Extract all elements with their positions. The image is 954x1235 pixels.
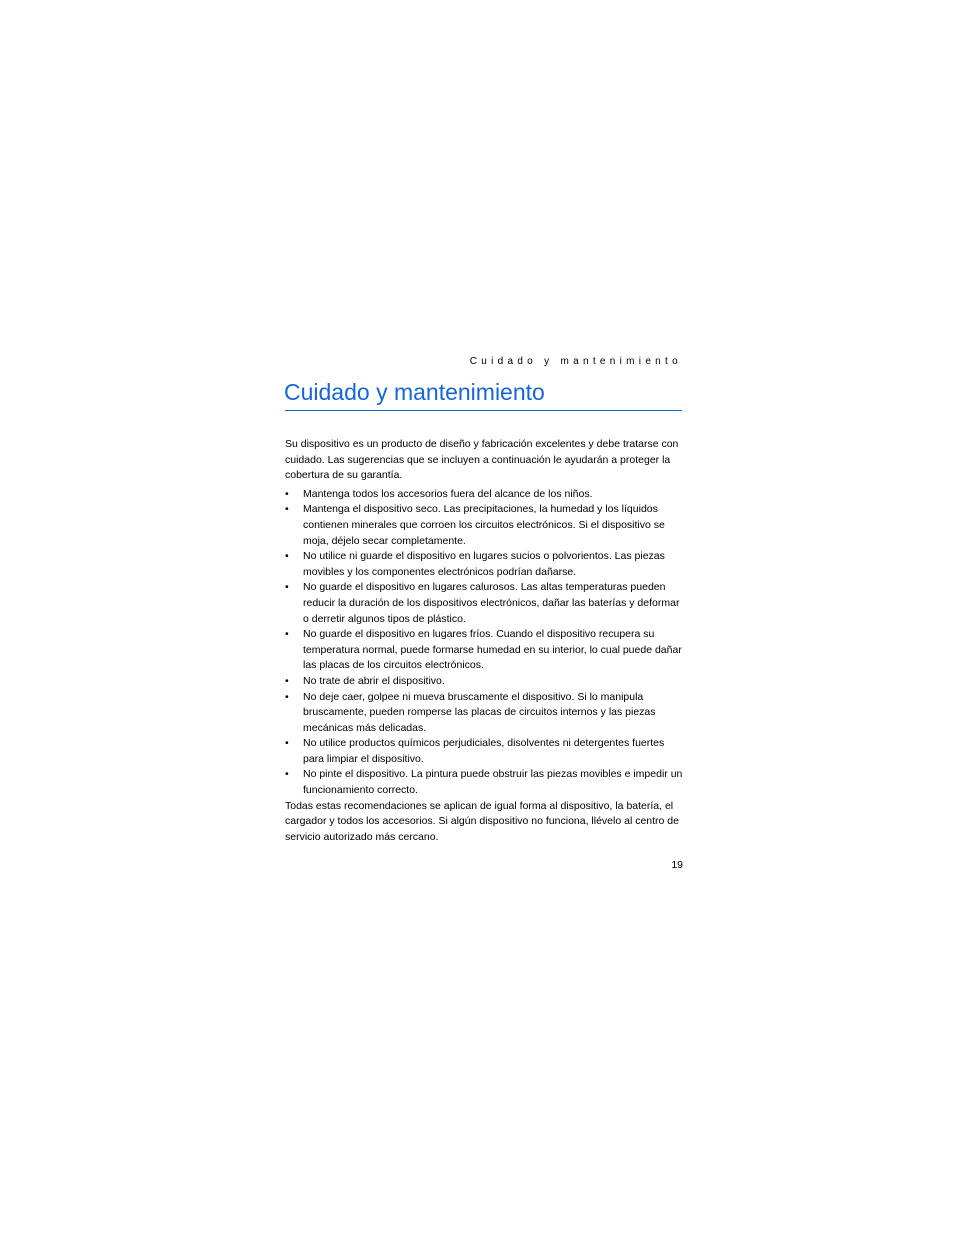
care-tips-list (285, 487, 685, 799)
list-item (285, 690, 685, 737)
list-item-text: Mantenga el dispositivo seco. Las precipitaciones, la humedad y los líquidos contienen minerales que corroen los circuitos electrónicos. Si el dispositivo se moja, déjelo secar completamente. (303, 503, 665, 547)
bullet-icon: • (285, 768, 289, 781)
list-item (285, 736, 685, 767)
list-item-text: No guarde el dispositivo en lugares fríos. Cuando el dispositivo recupera su temperatura normal, puede formarse humedad en su interior, lo cual puede dañar las placas de los circuitos electrónicos. (303, 628, 682, 672)
list-item-text: Mantenga todos los accesorios fuera del alcance de los niños. (303, 487, 593, 500)
list-item-text: No utilice ni guarde el dispositivo en lugares sucios o polvorientos. Las piezas movibles y los componentes electrónicos podrían dañarse. (303, 550, 665, 578)
list-item (285, 487, 685, 503)
list-item-text: No deje caer, golpee ni mueva bruscamente el dispositivo. Si lo manipula bruscamente, pueden romperse las placas de circuitos internos y las piezas mecánicas más delicadas. (303, 690, 656, 734)
intro-paragraph: Su dispositivo es un producto de diseño y fabricación excelentes y debe tratarse con cuidado. Las sugerencias que se incluyen a continuación le ayudarán a proteger la cobertura de su garantía. (285, 438, 679, 482)
list-item-text: No trate de abrir el dispositivo. (303, 674, 445, 687)
list-item (285, 549, 685, 580)
list-item-text: No guarde el dispositivo en lugares calurosos. Las altas temperaturas pueden reducir la duración de los dispositivos electrónicos, dañar las baterías y deformar o derretir algunos tipos de plástico. (303, 581, 680, 625)
list-item (285, 627, 685, 674)
bullet-icon: • (285, 737, 289, 750)
list-item-text: No utilice productos químicos perjudiciales, disolventes ni detergentes fuertes para limpiar el dispositivo. (303, 737, 665, 765)
bullet-icon: • (285, 550, 289, 563)
bullet-icon: • (285, 690, 289, 703)
list-item (285, 767, 685, 798)
list-item (285, 502, 685, 549)
page-number: 19 (671, 859, 683, 871)
closing-paragraph: Todas estas recomendaciones se aplican de igual forma al dispositivo, la batería, el cargador y todos los accesorios. Si algún dispositivo no funciona, llévelo al centro de servicio autorizado más cercano. (285, 799, 679, 843)
title-divider (285, 410, 682, 411)
running-header: Cuidado y mantenimiento (469, 356, 682, 367)
page-title: Cuidado y mantenimiento (284, 379, 545, 405)
page-body (285, 437, 685, 845)
bullet-icon: • (285, 674, 289, 687)
list-item-text: No pinte el dispositivo. La pintura puede obstruir las piezas movibles e impedir un funcionamiento correcto. (303, 768, 683, 797)
list-item (285, 674, 685, 690)
bullet-icon: • (285, 487, 289, 500)
list-item (285, 580, 685, 627)
bullet-icon: • (285, 503, 289, 516)
bullet-icon: • (285, 581, 289, 594)
bullet-icon: • (285, 628, 289, 641)
